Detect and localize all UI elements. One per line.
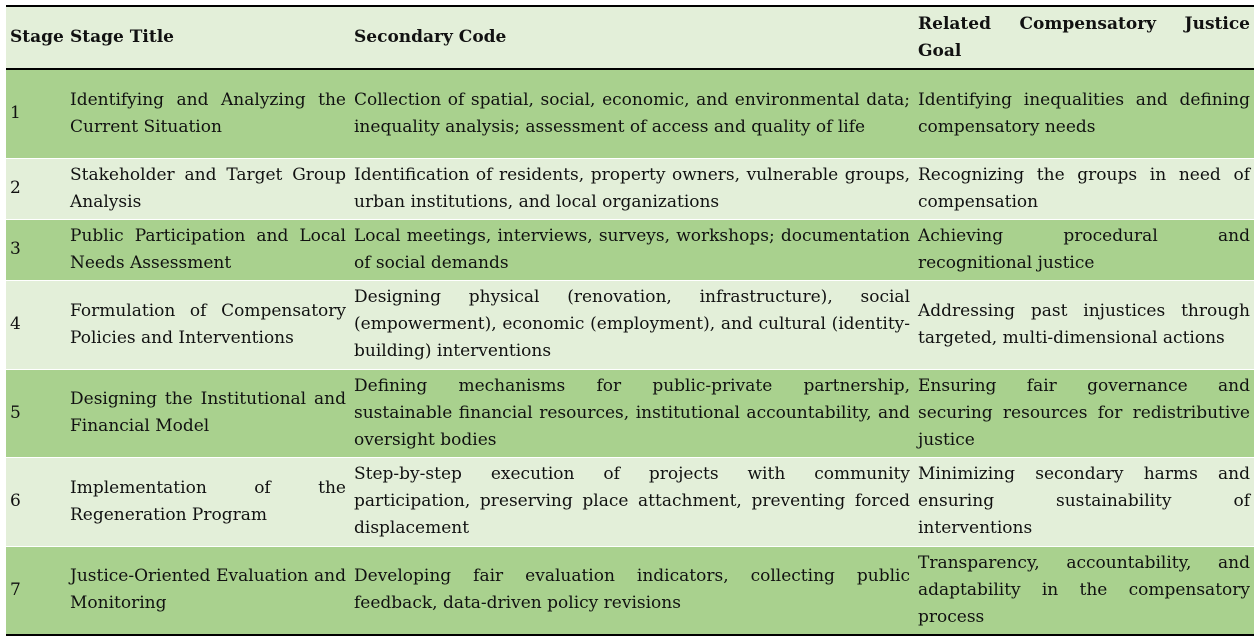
stage-number: 1: [10, 103, 21, 124]
header-stage: Stage: [10, 27, 64, 47]
justice-goal: Recognizing the groups in need of compensation: [918, 164, 1250, 212]
stage-title: Identifying and Analyzing the Current Situation: [70, 89, 346, 137]
stage-number: 6: [10, 491, 21, 511]
justice-goal: Transparency, accountability, and adaptability in the compensatory process: [918, 552, 1250, 627]
header-row: [6, 6, 1254, 69]
justice-goal: Ensuring fair governance and securing resources for redistributive justice: [918, 375, 1250, 450]
stage-title: Justice-Oriented Evaluation and Monitoring: [70, 566, 346, 614]
stage-number: 5: [10, 402, 21, 423]
secondary-code: Local meetings, interviews, surveys, workshops; documentation of social demands: [354, 225, 910, 273]
table-row: [6, 219, 1254, 280]
table-body: [6, 69, 1254, 635]
stage-number: 7: [10, 579, 21, 600]
table-row: [6, 280, 1254, 369]
table-row: [6, 369, 1254, 457]
stage-title: Designing the Institutional and Financial Model: [70, 389, 346, 436]
secondary-code: Developing fair evaluation indicators, collecting public feedback, data-driven policy revisions: [354, 566, 910, 614]
justice-goal: Achieving procedural and recognitional justice: [918, 225, 1250, 273]
stage-number: 3: [10, 239, 21, 259]
stage-number: 4: [10, 314, 21, 334]
table-header: [6, 6, 1254, 69]
table-row: [6, 457, 1254, 546]
secondary-code: Defining mechanisms for public-private partnership, sustainable financial resources, institutional accountability, and oversight bodies: [354, 375, 910, 450]
stage-title: Public Participation and Local Needs Assessment: [70, 225, 346, 273]
stage-number: 2: [10, 178, 21, 198]
secondary-code: Identification of residents, property owners, vulnerable groups, urban institutions, and local organizations: [354, 164, 910, 212]
stage-title: Formulation of Compensatory Policies and Interventions: [70, 300, 346, 348]
secondary-code: Step-by-step execution of projects with community participation, preserving place attachment, preventing forced displacement: [354, 464, 910, 538]
header-justice-goal: Related Compensatory Justice Goal: [918, 13, 1250, 61]
table-row: [6, 546, 1254, 635]
justice-goal: Addressing past injustices through targeted, multi-dimensional actions: [918, 300, 1250, 348]
table-row: [6, 69, 1254, 158]
secondary-code: Collection of spatial, social, economic, and environmental data; inequality analysis; assessment of access and quality of life: [354, 89, 910, 137]
header-stage-title: Stage Title: [70, 27, 175, 47]
secondary-code: Designing physical (renovation, infrastructure), social (empowerment), economic (employment), and cultural (identity-building) interventions: [354, 287, 910, 361]
stages-table: [6, 5, 1254, 636]
justice-goal: Minimizing secondary harms and ensuring sustainability of interventions: [918, 464, 1250, 538]
stage-title: Stakeholder and Target Group Analysis: [70, 164, 346, 212]
stage-title: Implementation of the Regeneration Program: [70, 477, 346, 525]
table-row: [6, 158, 1254, 219]
justice-goal: Identifying inequalities and defining compensatory needs: [918, 89, 1250, 137]
header-secondary-code: Secondary Code: [354, 27, 507, 47]
